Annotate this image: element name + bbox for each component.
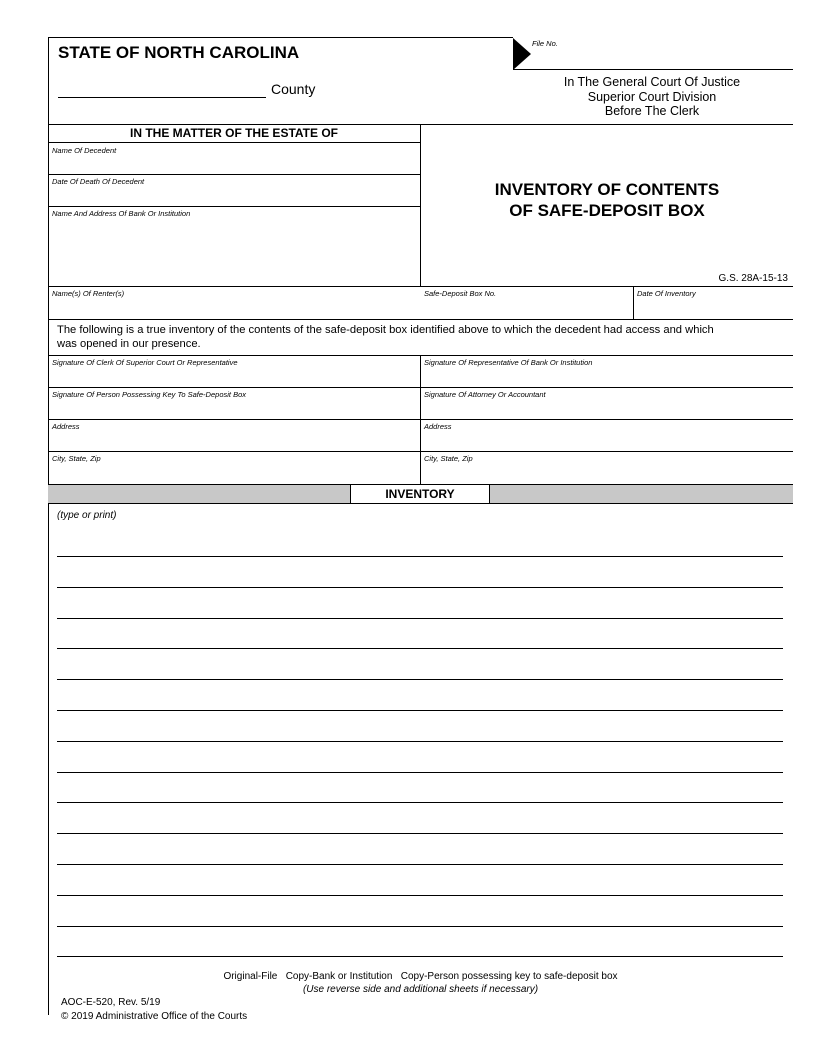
date-of-death-input[interactable]: [52, 188, 416, 204]
inventory-line-input[interactable]: [57, 539, 783, 555]
inventory-line-input[interactable]: [57, 847, 783, 863]
copyright: © 2019 Administrative Office of the Courts: [61, 1011, 248, 1022]
inventory-rule: [57, 864, 783, 865]
city-left-input[interactable]: [52, 465, 416, 481]
inventory-rule: [57, 926, 783, 927]
date-inventory-label: Date Of Inventory: [637, 289, 696, 298]
box-no-label: Safe-Deposit Box No.: [424, 289, 497, 298]
court-line-2: Superior Court Division: [587, 89, 717, 104]
box-no-input[interactable]: [424, 300, 629, 316]
key-holder-signature-label: Signature Of Person Possessing Key To Safe-Deposit Box: [52, 390, 246, 399]
statement-line-2: was opened in our presence.: [57, 338, 201, 350]
renter-divider-2: [633, 286, 634, 319]
renter-bottom-line: [48, 319, 793, 320]
distribution-text: Original-File Copy-Bank or Institution Copy-Person possessing key to safe-deposit box: [223, 971, 618, 982]
inventory-rule: [57, 833, 783, 834]
court-line-1: In The General Court Of Justice: [563, 75, 741, 89]
bank-rep-signature-input[interactable]: [424, 369, 789, 385]
inventory-rule: [57, 772, 783, 773]
inventory-line-input[interactable]: [57, 785, 783, 801]
statement-line-1: The following is a true inventory of the contents of the safe-deposit box identified above to which the decedent had access and which: [57, 324, 714, 336]
attorney-signature-label: Signature Of Attorney Or Accountant: [424, 390, 546, 399]
inventory-heading: INVENTORY: [350, 484, 490, 504]
inventory-line-input[interactable]: [57, 755, 783, 771]
decedent-name-label: Name Of Decedent: [52, 146, 117, 155]
inventory-line-input[interactable]: [57, 631, 783, 647]
bank-rep-signature-label: Signature Of Representative Of Bank Or Institution: [424, 358, 593, 367]
inventory-line-input[interactable]: [57, 909, 783, 925]
inventory-line-input[interactable]: [57, 601, 783, 617]
form-title-line-1: INVENTORY OF CONTENTS: [494, 180, 720, 199]
death-line: [48, 206, 420, 207]
city-right-label: City, State, Zip: [424, 454, 473, 463]
estate-heading-line: [48, 142, 420, 143]
address-right-input[interactable]: [424, 433, 789, 449]
statute-ref: G.S. 28A-15-13: [718, 273, 788, 284]
inventory-line-input[interactable]: [57, 878, 783, 894]
renter-label: Name(s) Of Renter(s): [52, 289, 125, 298]
county-label: County: [271, 81, 316, 97]
estate-heading: IN THE MATTER OF THE ESTATE OF: [130, 126, 338, 140]
inventory-rule: [57, 741, 783, 742]
left-border: [48, 37, 49, 1015]
bank-address-input[interactable]: [52, 221, 416, 281]
key-holder-signature-input[interactable]: [52, 401, 416, 417]
decedent-name-input[interactable]: [52, 157, 416, 173]
attorney-signature-input[interactable]: [424, 401, 789, 417]
bank-label: Name And Address Of Bank Or Institution: [52, 209, 191, 218]
address-left-label: Address: [52, 422, 80, 431]
court-line-3: Before The Clerk: [604, 104, 700, 118]
inventory-rule: [57, 618, 783, 619]
inventory-rule: [57, 956, 783, 957]
inventory-rule: [57, 587, 783, 588]
inventory-line-input[interactable]: [57, 816, 783, 832]
reverse-side-note: (Use reverse side and additional sheets if necessary): [302, 984, 539, 995]
clerk-signature-input[interactable]: [52, 369, 416, 385]
state-title: STATE OF NORTH CAROLINA: [58, 43, 300, 62]
inventory-line-input[interactable]: [57, 724, 783, 740]
decedent-line: [48, 174, 420, 175]
court-block: [530, 75, 774, 119]
statement-text: [57, 323, 714, 351]
inventory-instruction: (type or print): [57, 510, 117, 521]
form-title: [422, 179, 792, 221]
inventory-rule: [57, 679, 783, 680]
inventory-line-input[interactable]: [57, 662, 783, 678]
inventory-rule: [57, 895, 783, 896]
file-no-arrow: [513, 38, 531, 70]
inventory-rule: [57, 802, 783, 803]
renter-input[interactable]: [52, 300, 416, 316]
inventory-rule: [57, 556, 783, 557]
top-border: [48, 37, 513, 38]
address-left-input[interactable]: [52, 433, 416, 449]
inventory-rule: [57, 648, 783, 649]
city-left-label: City, State, Zip: [52, 454, 101, 463]
city-right-input[interactable]: [424, 465, 789, 481]
file-no-input[interactable]: [532, 50, 790, 66]
file-no-line: [513, 69, 793, 70]
sig-row-1-line: [48, 387, 793, 388]
form-number: AOC-E-520, Rev. 5/19: [61, 997, 161, 1008]
file-no-label: File No.: [532, 39, 558, 48]
date-of-death-label: Date Of Death Of Decedent: [52, 177, 145, 186]
county-input[interactable]: [58, 82, 266, 98]
form-title-line-2: OF SAFE-DEPOSIT BOX: [509, 201, 705, 220]
estate-divider: [420, 124, 421, 287]
clerk-signature-label: Signature Of Clerk Of Superior Court Or Representative: [52, 358, 238, 367]
date-inventory-input[interactable]: [637, 300, 789, 316]
sig-row-2-line: [48, 419, 793, 420]
inventory-rule: [57, 710, 783, 711]
renter-top-line: [48, 286, 793, 287]
sig-row-3-line: [48, 451, 793, 452]
inventory-line-input[interactable]: [57, 939, 783, 955]
inventory-line-input[interactable]: [57, 570, 783, 586]
address-right-label: Address: [424, 422, 452, 431]
inventory-line-input[interactable]: [57, 693, 783, 709]
signature-divider: [420, 355, 421, 485]
